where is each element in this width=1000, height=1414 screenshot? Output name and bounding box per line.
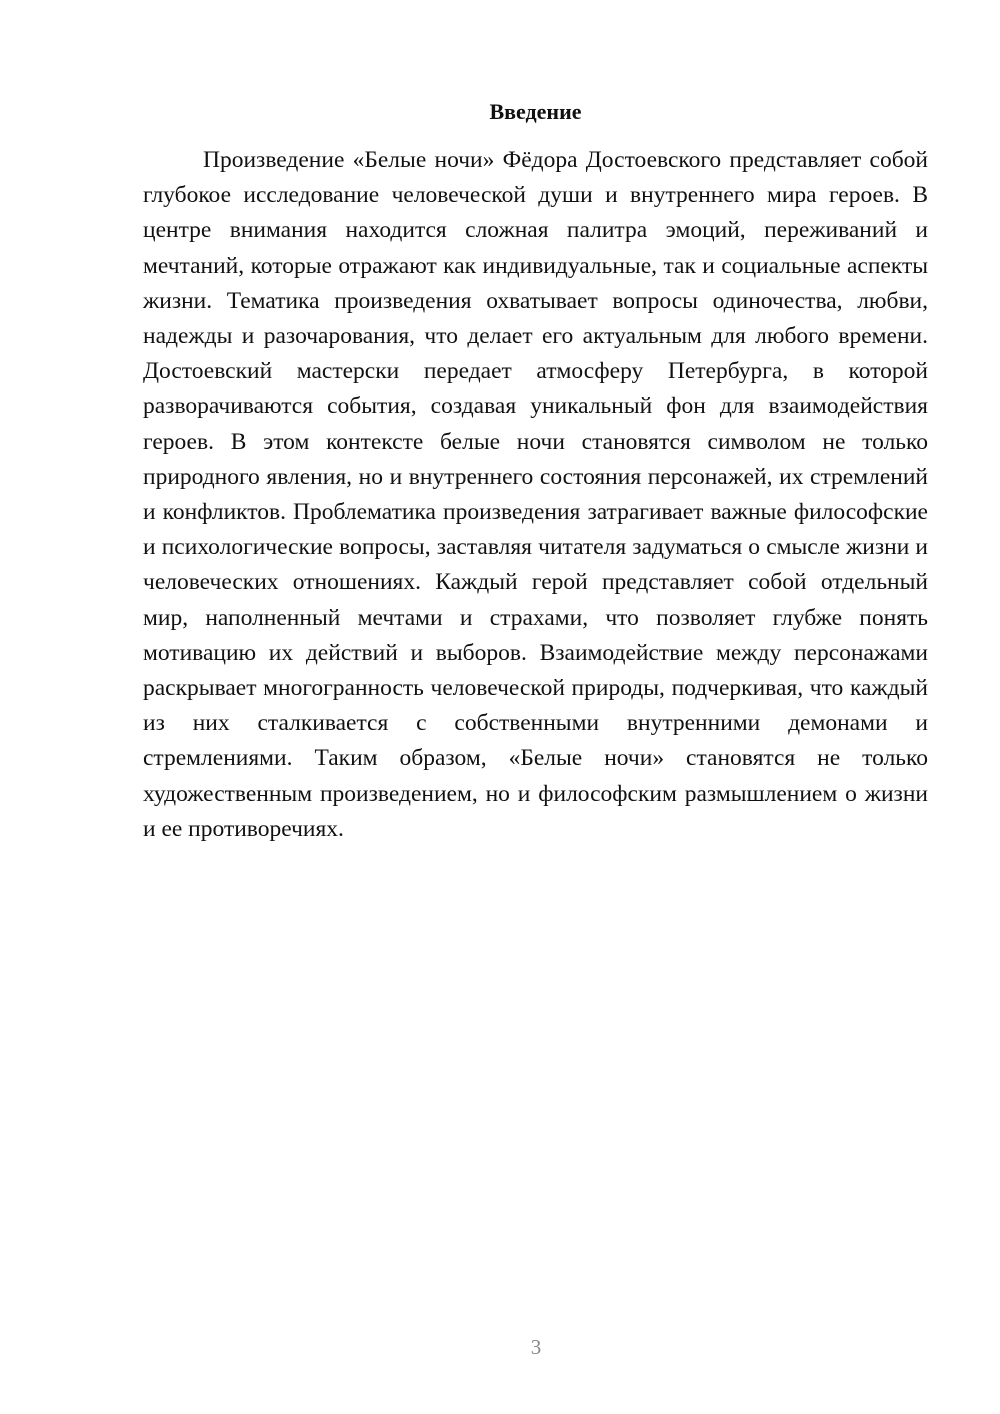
section-heading: Введение	[489, 99, 582, 124]
body-paragraph: Произведение «Белые ночи» Фёдора Достоевского представляет собой глубокое исследование человеческой души и внутреннего мира героев. В центре внимания находится сложная палитра эмоций, переживаний и мечтаний, которые отражают как индивидуальные, так и социальные аспекты жизни. Тематика произведения охватывает вопросы одиночества, любви, надежды и разочарования, что делает его актуальным для любого времени. Достоевский мастерски передает атмосферу Петербурга, в которой разворачиваются события, создавая уникальный фон для взаимодействия героев. В этом контексте белые ночи становятся символом не только природного явления, но и внутреннего состояния персонажей, их стремлений и конфликтов. Проблематика произведения затрагивает важные философские и психологические вопросы, заставляя читателя задуматься о смысле жизни и человеческих отношениях. Каждый герой представляет собой отдельный мир, наполненный мечтами и страхами, что позволяет глубже понять мотивацию их действий и выборов. Взаимодействие между персонажами раскрывает многогранность человеческой природы, подчеркивая, что каждый из них сталкивается с собственными внутренними демонами и стремлениями. Таким образом, «Белые ночи» становятся не только художественным произведением, но и философским размышлением о жизни и ее противоречиях.	[143, 147, 928, 842]
page-number: 3	[530, 1335, 542, 1359]
